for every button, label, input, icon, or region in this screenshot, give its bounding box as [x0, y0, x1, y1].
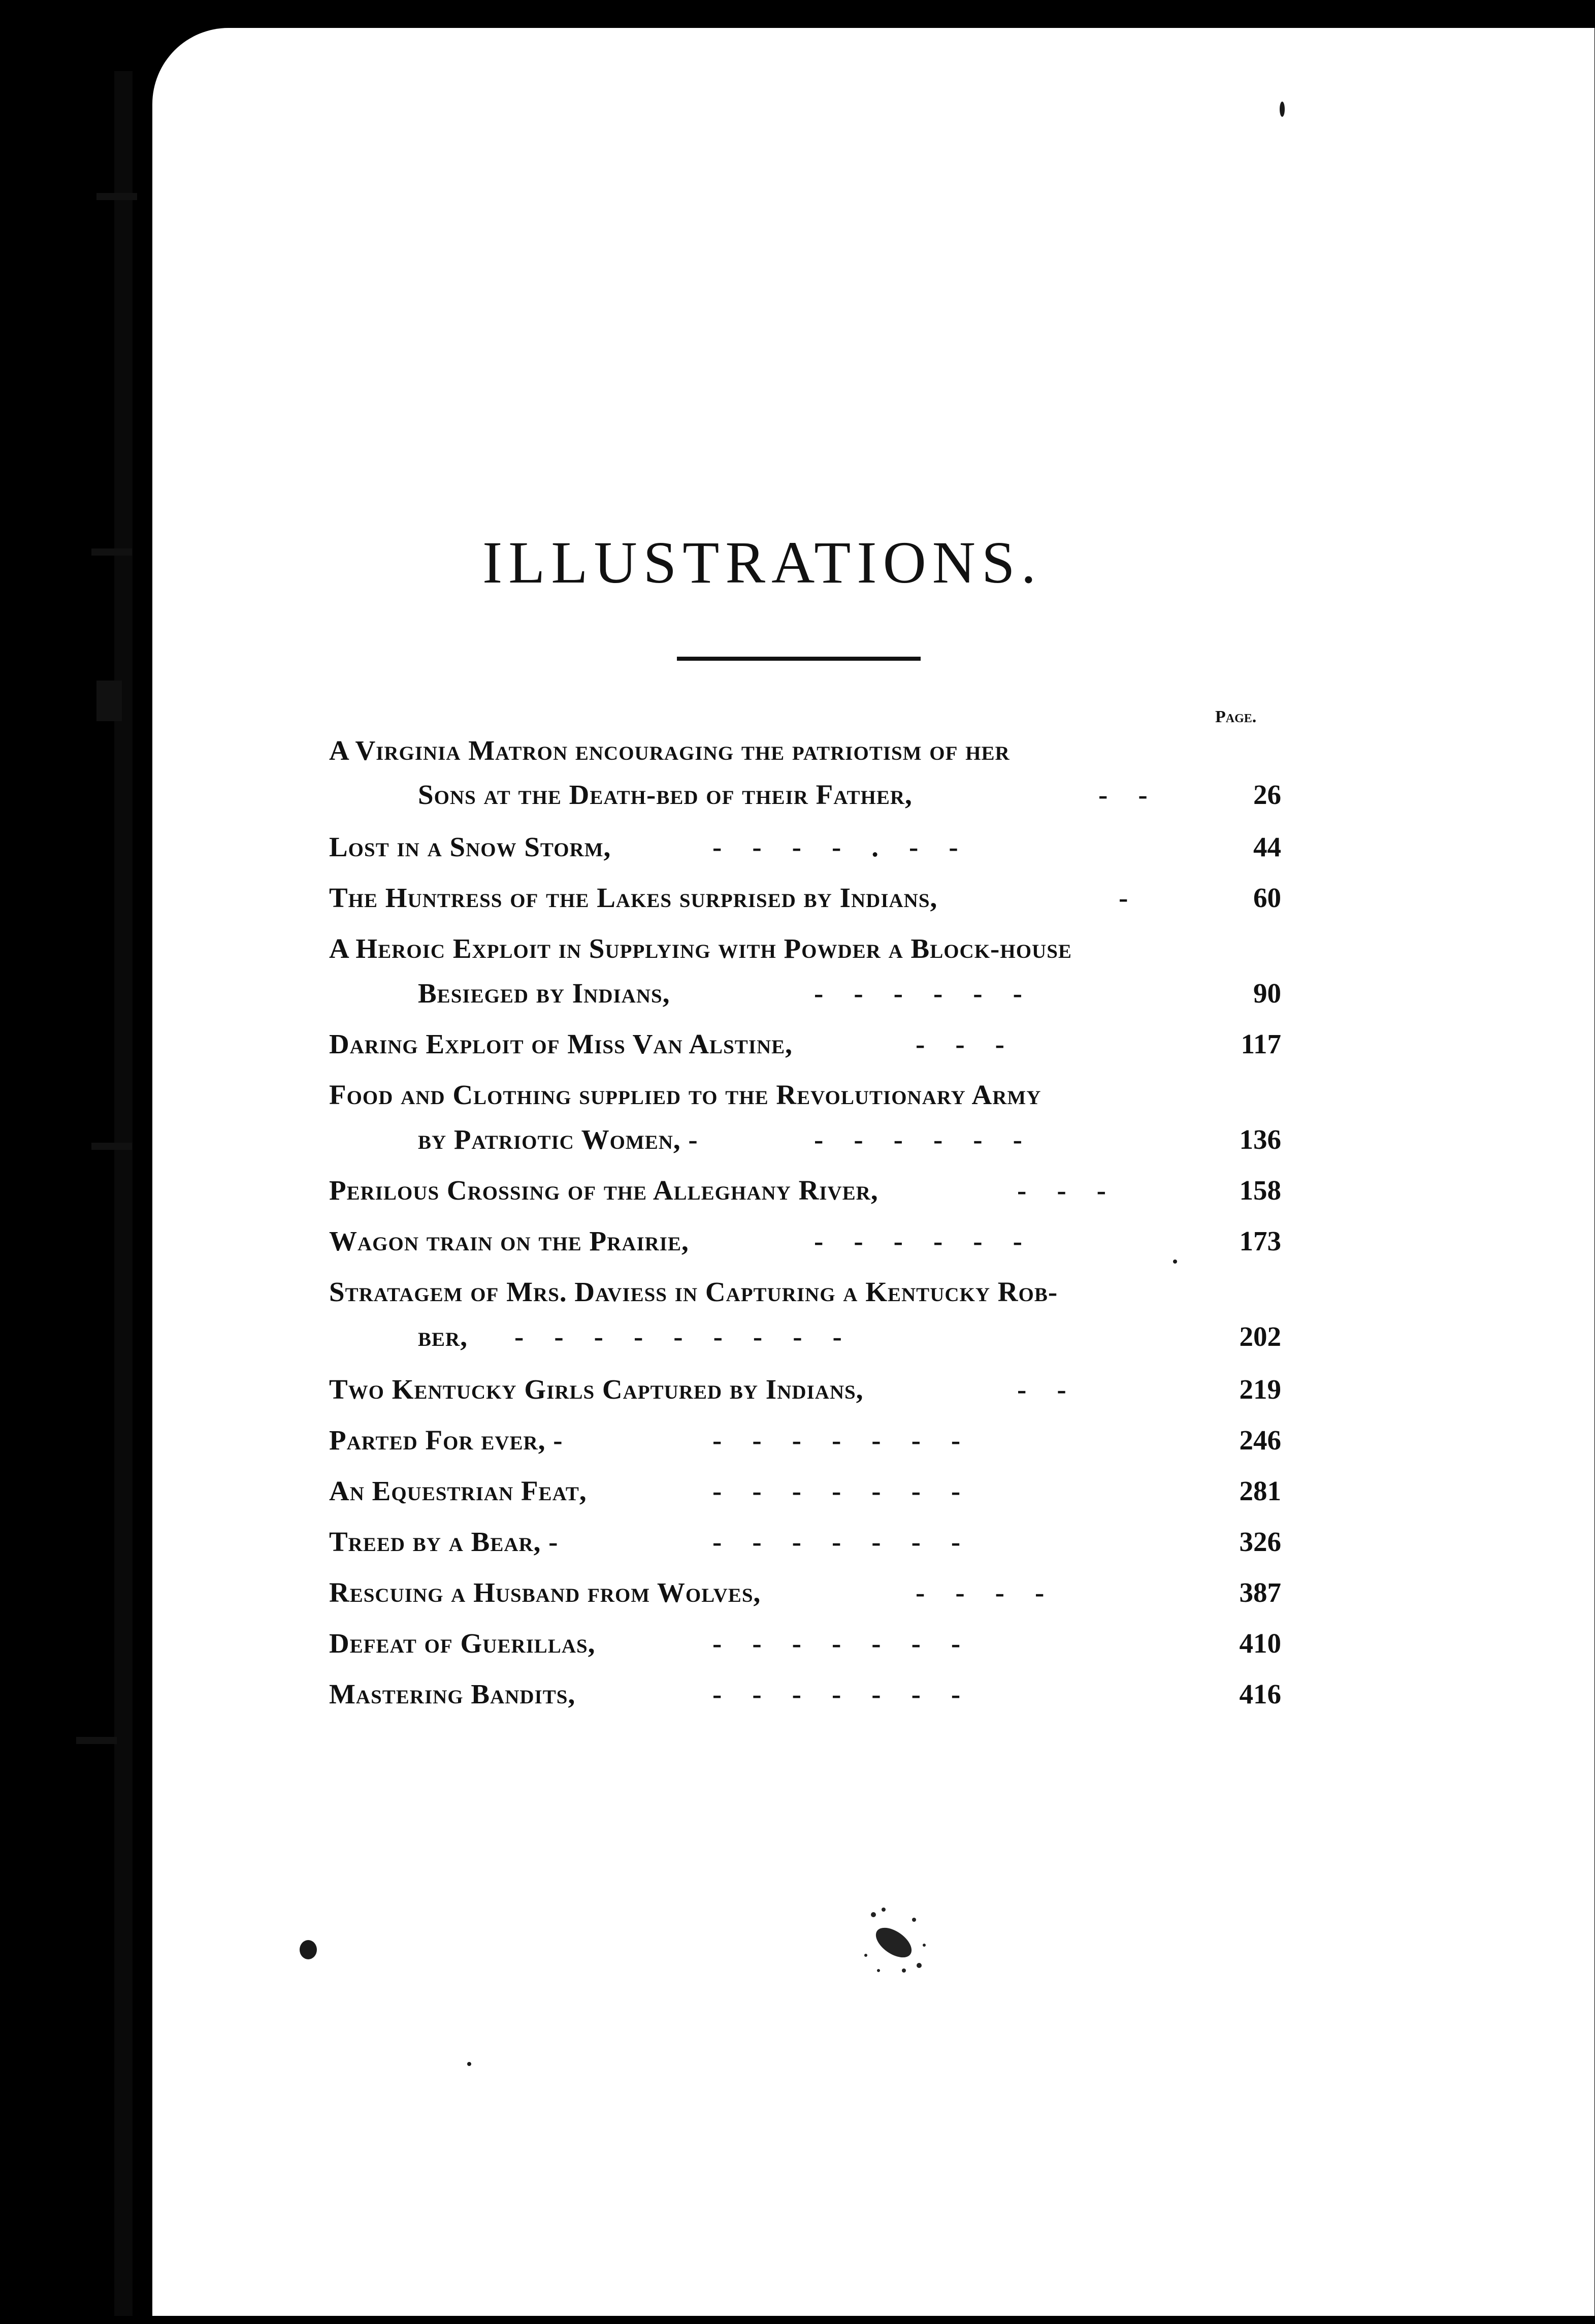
leader-dashes: - - - - - - — [814, 1124, 1023, 1155]
list-item-title-cont: Besieged by Indians, — [418, 978, 670, 1009]
page-number: 410 — [1239, 1628, 1281, 1659]
leader-dashes: - - - - - - - - - — [514, 1321, 842, 1352]
leader-dashes: - - - - - - — [814, 978, 1023, 1009]
page-number: 136 — [1239, 1124, 1281, 1155]
list-item-title: Daring Exploit of Miss Van Alstine, — [329, 1028, 793, 1059]
scan-speck — [300, 1940, 317, 1959]
list-item-title: Lost in a Snow Storm, — [329, 831, 611, 862]
binding-notch — [91, 1143, 132, 1150]
binding-notch — [91, 548, 132, 556]
scan-speck — [467, 2062, 471, 2066]
list-item-title: Perilous Crossing of the Alleghany River, — [329, 1175, 878, 1206]
page-number: 202 — [1239, 1321, 1281, 1352]
page-number: 416 — [1239, 1679, 1281, 1709]
page-number: 326 — [1239, 1526, 1281, 1557]
leader-dashes: - - - - . - - — [712, 831, 959, 862]
list-item-title: Mastering Bandits, — [329, 1679, 576, 1709]
page-number: 219 — [1239, 1374, 1281, 1405]
list-item-title: Treed by a Bear, - — [329, 1526, 559, 1557]
list-item-title: An Equestrian Feat, — [329, 1475, 587, 1506]
leader-dashes: - — [1119, 882, 1129, 913]
scan-speck — [1173, 1260, 1177, 1264]
list-item-title: The Huntress of the Lakes surprised by Indians, — [329, 882, 938, 913]
scan-speck — [1280, 102, 1285, 117]
leader-dashes: - - - — [916, 1028, 1005, 1059]
page-number: 158 — [1239, 1175, 1281, 1206]
list-item-title: A Heroic Exploit in Supplying with Powder a Block-house — [329, 933, 1072, 964]
leader-dashes: - - — [1017, 1374, 1067, 1405]
page-number: 387 — [1239, 1577, 1281, 1608]
page-number: 117 — [1241, 1028, 1281, 1059]
binding-notch — [96, 193, 137, 200]
leader-dashes: - - - - - - - — [712, 1475, 961, 1506]
page-number: 26 — [1253, 779, 1281, 810]
binding-notch — [96, 681, 122, 721]
leader-dashes: - - - - — [916, 1577, 1045, 1608]
page-column-label: Page. — [1215, 707, 1257, 726]
leader-dashes: - - - - - - - — [712, 1628, 961, 1659]
list-item-title: Two Kentucky Girls Captured by Indians, — [329, 1374, 864, 1405]
title-rule — [677, 657, 921, 661]
page-number: 44 — [1253, 831, 1281, 862]
leader-dashes: - - - - - - - — [712, 1425, 961, 1456]
page-number: 60 — [1253, 882, 1281, 913]
page-number: 281 — [1239, 1475, 1281, 1506]
list-item-title-cont: ber, — [418, 1321, 468, 1352]
leader-dashes: - - — [1098, 779, 1148, 810]
list-item-title-cont: by Patriotic Women, - — [418, 1124, 698, 1155]
list-item-title: Stratagem of Mrs. Daviess in Capturing a Kentucky Rob- — [329, 1276, 1058, 1307]
leader-dashes: - - - - - - — [814, 1225, 1023, 1256]
page-title: ILLUSTRATIONS. — [482, 529, 1043, 596]
list-item-title: Wagon train on the Prairie, — [329, 1225, 689, 1256]
list-item-title: Food and Clothing supplied to the Revolutionary Army — [329, 1079, 1041, 1110]
leader-dashes: - - - — [1017, 1175, 1106, 1206]
list-item-title-cont: Sons at the Death-bed of their Father, — [418, 779, 913, 810]
page-number: 173 — [1239, 1225, 1281, 1256]
page-number: 90 — [1253, 978, 1281, 1009]
scan-border-left — [0, 0, 117, 2324]
list-item-title: Defeat of Guerillas, — [329, 1628, 596, 1659]
leader-dashes: - - - - - - - — [712, 1526, 961, 1557]
list-item-title: Parted For ever, - — [329, 1425, 563, 1456]
list-item-title: A Virginia Matron encouraging the patriotism of her — [329, 735, 1010, 766]
page-number: 246 — [1239, 1425, 1281, 1456]
binding-notch — [76, 1737, 117, 1744]
list-item-title: Rescuing a Husband from Wolves, — [329, 1577, 761, 1608]
binding-edge — [114, 71, 133, 2316]
leader-dashes: - - - - - - - — [712, 1679, 961, 1709]
ornament-icon — [843, 1894, 945, 1986]
